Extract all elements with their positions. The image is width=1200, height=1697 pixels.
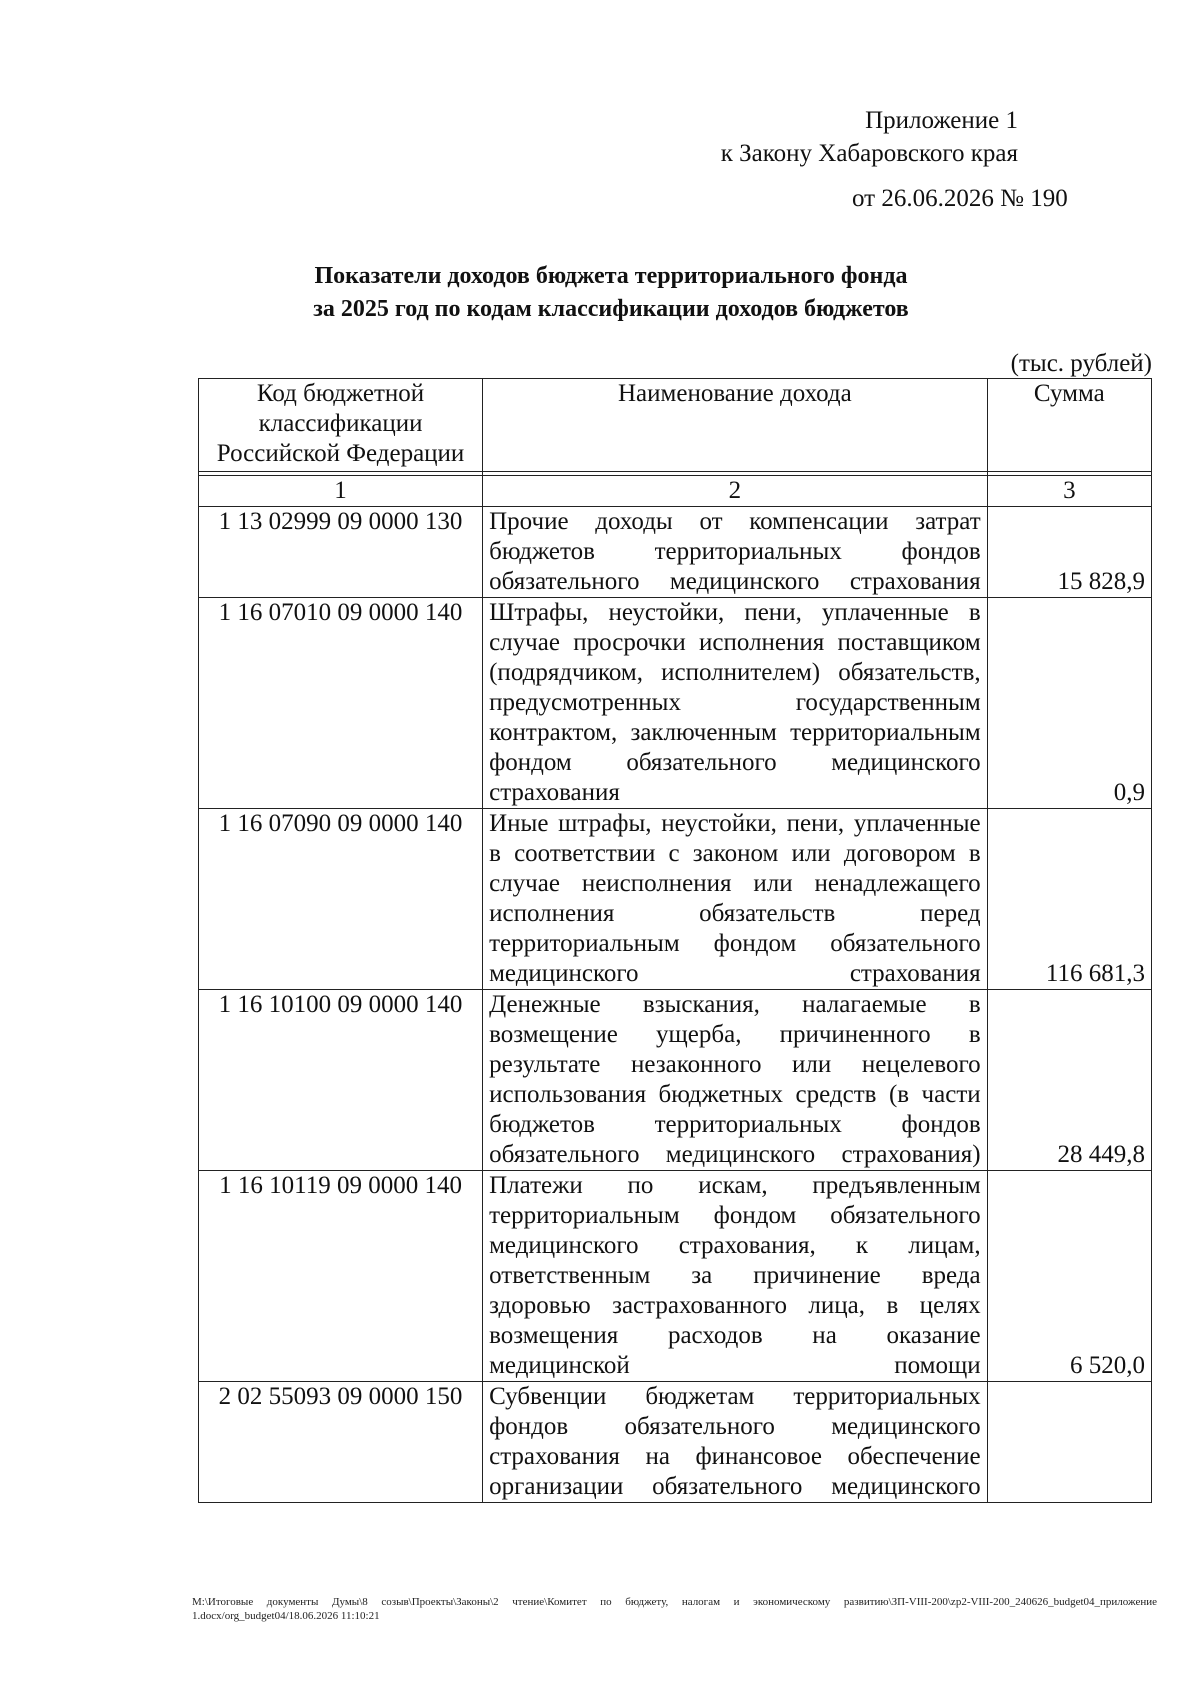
- column-number-1: 1: [199, 476, 483, 507]
- table-row: [199, 1382, 1152, 1503]
- appendix-line-1: Приложение 1: [865, 107, 1018, 134]
- law-date-number: от 26.06.2026 № 190: [852, 185, 1068, 212]
- row-amount: 15 828,9: [987, 507, 1151, 598]
- row-amount: 6 520,0: [987, 1171, 1151, 1382]
- row-code: 1 16 10100 09 0000 140: [199, 990, 483, 1171]
- row-amount: [987, 1382, 1151, 1503]
- row-amount: 28 449,8: [987, 990, 1151, 1171]
- row-code: 1 16 10119 09 0000 140: [199, 1171, 483, 1382]
- appendix-line-2: к Закону Хабаровского края: [720, 140, 1018, 167]
- column-header-amount: Сумма: [987, 379, 1151, 472]
- column-number-2: 2: [483, 476, 988, 507]
- column-header-name: Наименование дохода: [483, 379, 988, 472]
- column-number-3: 3: [987, 476, 1151, 507]
- income-table: [198, 378, 1152, 1503]
- table-header-row: [199, 379, 1152, 472]
- document-title: [196, 260, 1026, 326]
- row-income-name: Прочие доходы от компенсации затрат бюджетов территориальных фондов обязательного медицинского страхования: [483, 507, 988, 598]
- units-label: (тыс. рублей): [1010, 350, 1152, 377]
- table-row: [199, 598, 1152, 809]
- row-code: 1 16 07010 09 0000 140: [199, 598, 483, 809]
- table-row: [199, 809, 1152, 990]
- row-amount: 0,9: [987, 598, 1151, 809]
- column-header-code: Код бюджетной классификации Российской Федерации: [199, 379, 483, 472]
- row-code: 1 16 07090 09 0000 140: [199, 809, 483, 990]
- column-number-row: [199, 476, 1152, 507]
- row-code: 2 02 55093 09 0000 150: [199, 1382, 483, 1503]
- row-income-name: Штрафы, неустойки, пени, уплаченные в случае просрочки исполнения поставщиком (подрядчиком, исполнителем) обязательств, предусмотренных государственным контрактом, заключенным территориальным фондом обязательного медицинского страхования: [483, 598, 988, 809]
- table-row: [199, 990, 1152, 1171]
- file-path-footer: M:\Итоговые документы Думы\8 созыв\Проекты\Законы\2 чтение\Комитет по бюджету, налогам и экономическому развитию\ЗП-VIII-200\zp2-VIII-200_240626_budget04_приложение 1.docx/org_budget04/18.06.2026 11:10:21: [192, 1596, 1157, 1622]
- row-income-name: Платежи по искам, предъявленным территориальным фондом обязательного медицинского страхования, к лицам, ответственным за причинение вреда здоровью застрахованного лица, в целях возмещения расходов на оказание медицинской помощи: [483, 1171, 988, 1382]
- title-line-1: Показатели доходов бюджета территориального фонда: [314, 263, 908, 289]
- row-income-name: Иные штрафы, неустойки, пени, уплаченные в соответствии с законом или договором в случае неисполнения или ненадлежащего исполнения обязательств перед территориальным фондом обязательного медицинского страхования: [483, 809, 988, 990]
- title-line-2: за 2025 год по кодам классификации доходов бюджетов: [313, 296, 909, 322]
- row-income-name: Субвенции бюджетам территориальных фондов обязательного медицинского страхования на финансовое обеспечение организации обязательного медицинского: [483, 1382, 988, 1503]
- table-row: [199, 507, 1152, 598]
- appendix-block: [721, 104, 1018, 170]
- row-income-name: Денежные взыскания, налагаемые в возмещение ущерба, причиненного в результате незаконного или нецелевого использования бюджетных средств (в части бюджетов территориальных фондов обязательного медицинского страхования): [483, 990, 988, 1171]
- table-row: [199, 1171, 1152, 1382]
- row-code: 1 13 02999 09 0000 130: [199, 507, 483, 598]
- row-amount: 116 681,3: [987, 809, 1151, 990]
